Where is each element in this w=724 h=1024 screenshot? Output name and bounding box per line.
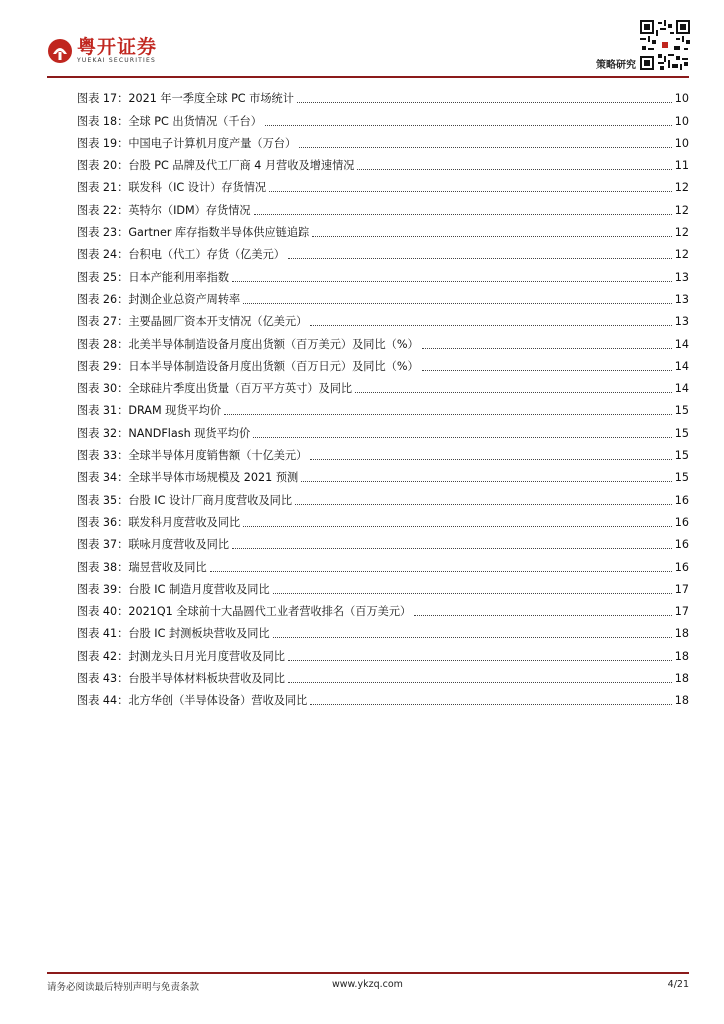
toc-entry-label: 图表 27：主要晶圆厂资本开支情况（亿美元） <box>77 315 308 329</box>
toc-entry[interactable] <box>77 619 689 641</box>
toc-entry-label: 图表 40：2021Q1 全球前十大晶圆代工业者营收排名（百万美元） <box>77 605 412 619</box>
toc-entry-label: 图表 28：北美半导体制造设备月度出货额（百万美元）及同比（%） <box>77 337 419 351</box>
toc-entry-label: 图表 18：全球 PC 出货情况（千台） <box>77 114 262 128</box>
toc-entry[interactable] <box>77 329 689 351</box>
toc-entry-page: 18 <box>674 694 689 708</box>
toc-dot-leader <box>224 414 672 415</box>
toc-entry-page: 16 <box>674 538 689 552</box>
toc-entry-page: 14 <box>674 382 689 396</box>
toc-entry[interactable] <box>77 686 689 708</box>
report-type-label: 策略研究 <box>596 60 636 71</box>
toc-dot-leader <box>232 281 672 282</box>
toc-dot-leader <box>273 637 672 638</box>
toc-entry-page: 15 <box>674 471 689 485</box>
toc-entry-label: 图表 17：2021 年一季度全球 PC 市场统计 <box>77 92 294 106</box>
toc-entry-label: 图表 37：联咏月度营收及同比 <box>77 538 230 552</box>
toc-entry[interactable] <box>77 173 689 195</box>
toc-dot-leader <box>422 370 672 371</box>
toc-entry[interactable] <box>77 641 689 663</box>
toc-entry[interactable] <box>77 151 689 173</box>
toc-dot-leader <box>295 504 672 505</box>
toc-entry-page: 16 <box>674 493 689 507</box>
toc-dot-leader <box>288 258 672 259</box>
toc-entry[interactable] <box>77 597 689 619</box>
toc-entry-page: 11 <box>674 159 689 173</box>
toc-entry-page: 18 <box>674 649 689 663</box>
toc-entry-page: 16 <box>674 560 689 574</box>
toc-entry[interactable] <box>77 374 689 396</box>
toc-entry[interactable] <box>77 352 689 374</box>
toc-entry-label: 图表 39：台股 IC 制造月度营收及同比 <box>77 582 270 596</box>
toc-dot-leader <box>288 682 672 683</box>
toc-entry-page: 10 <box>674 92 689 106</box>
toc-dot-leader <box>310 325 671 326</box>
toc-entry-page: 10 <box>674 136 689 150</box>
toc-dot-leader <box>265 125 672 126</box>
toc-entry-label: 图表 43：台股半导体材料板块营收及同比 <box>77 672 285 686</box>
toc-entry-label: 图表 26：封测企业总资产周转率 <box>77 292 241 306</box>
toc-entry-page: 13 <box>674 270 689 284</box>
toc-entry-label: 图表 32：NANDFlash 现货平均价 <box>77 426 251 440</box>
toc-entry-label: 图表 44：北方华创（半导体设备）营收及同比 <box>77 694 308 708</box>
toc-entry-page: 13 <box>674 292 689 306</box>
toc-dot-leader <box>357 169 671 170</box>
toc-entry-page: 10 <box>674 114 689 128</box>
toc-entry-page: 18 <box>674 672 689 686</box>
toc-dot-leader <box>422 348 672 349</box>
toc-dot-leader <box>232 548 672 549</box>
toc-entry[interactable] <box>77 396 689 418</box>
toc-dot-leader <box>254 214 672 215</box>
toc-entry-page: 12 <box>674 203 689 217</box>
page-header <box>0 0 724 80</box>
footer-divider <box>47 972 689 974</box>
toc-entry[interactable] <box>77 441 689 463</box>
toc-entry-label: 图表 20：台股 PC 品牌及代工厂商 4 月营收及增速情况 <box>77 159 355 173</box>
toc-entry[interactable] <box>77 485 689 507</box>
toc-entry[interactable] <box>77 84 689 106</box>
toc-dot-leader <box>243 303 672 304</box>
toc-entry-label: 图表 23：Gartner 库存指数半导体供应链追踪 <box>77 226 310 240</box>
toc-dot-leader <box>355 392 672 393</box>
toc-entry-label: 图表 22：英特尔（IDM）存货情况 <box>77 203 251 217</box>
toc-entry[interactable] <box>77 307 689 329</box>
toc-entry[interactable] <box>77 664 689 686</box>
toc-entry-page: 12 <box>674 226 689 240</box>
toc-entry[interactable] <box>77 106 689 128</box>
brand-logo-text <box>77 37 157 65</box>
toc-entry-page: 15 <box>674 449 689 463</box>
toc-entry-label: 图表 33：全球半导体月度销售额（十亿美元） <box>77 449 308 463</box>
brand-name-en: YUEKAI SECURITIES <box>77 57 157 64</box>
toc-dot-leader <box>273 593 672 594</box>
toc-entry[interactable] <box>77 240 689 262</box>
toc-dot-leader <box>301 481 672 482</box>
toc-dot-leader <box>269 191 672 192</box>
toc-entry-label: 图表 24：台积电（代工）存货（亿美元） <box>77 248 285 262</box>
toc-entry-label: 图表 19：中国电子计算机月度产量（万台） <box>77 136 297 150</box>
toc-dot-leader <box>299 147 672 148</box>
toc-dot-leader <box>312 236 672 237</box>
toc-entry[interactable] <box>77 285 689 307</box>
toc-entry-page: 13 <box>674 315 689 329</box>
toc-entry[interactable] <box>77 418 689 440</box>
toc-entry-page: 14 <box>674 337 689 351</box>
toc-entry-page: 16 <box>674 515 689 529</box>
footer-disclaimer: 请务必阅读最后特别声明与免责条款 <box>47 982 200 993</box>
toc-entry[interactable] <box>77 575 689 597</box>
brand-logo <box>47 37 157 65</box>
toc-entry-label: 图表 34：全球半导体市场规模及 2021 预测 <box>77 471 299 485</box>
toc-entry-label: 图表 35：台股 IC 设计厂商月度营收及同比 <box>77 493 293 507</box>
toc-entry-page: 12 <box>674 181 689 195</box>
toc-dot-leader <box>310 704 671 705</box>
toc-entry-label: 图表 41：台股 IC 封测板块营收及同比 <box>77 627 270 641</box>
figure-list <box>77 84 689 708</box>
brand-logo-icon <box>47 38 73 64</box>
toc-entry-label: 图表 31：DRAM 现货平均价 <box>77 404 222 418</box>
footer-page-number: 4/21 <box>667 979 689 990</box>
header-divider <box>47 76 689 78</box>
toc-entry[interactable] <box>77 552 689 574</box>
toc-entry-label: 图表 42：封测龙头日月光月度营收及同比 <box>77 649 285 663</box>
toc-entry-page: 15 <box>674 426 689 440</box>
toc-dot-leader <box>210 571 672 572</box>
toc-dot-leader <box>414 615 672 616</box>
toc-entry[interactable] <box>77 129 689 151</box>
toc-entry-label: 图表 38：瑞昱营收及同比 <box>77 560 207 574</box>
toc-entry[interactable] <box>77 530 689 552</box>
toc-entry-label: 图表 29：日本半导体制造设备月度出货额（百万日元）及同比（%） <box>77 359 419 373</box>
toc-entry-page: 17 <box>674 582 689 596</box>
toc-entry[interactable] <box>77 463 689 485</box>
brand-name-cn: 粤开证券 <box>77 36 158 58</box>
toc-entry[interactable] <box>77 262 689 284</box>
toc-dot-leader <box>310 459 671 460</box>
qr-code-icon <box>640 20 690 70</box>
toc-entry-label: 图表 36：联发科月度营收及同比 <box>77 515 241 529</box>
toc-dot-leader <box>243 526 672 527</box>
toc-entry[interactable] <box>77 508 689 530</box>
toc-entry-label: 图表 30：全球硅片季度出货量（百万平方英寸）及同比 <box>77 382 353 396</box>
toc-entry-page: 15 <box>674 404 689 418</box>
toc-dot-leader <box>297 102 672 103</box>
toc-entry-page: 17 <box>674 605 689 619</box>
footer-website: www.ykzq.com <box>332 979 403 990</box>
toc-dot-leader <box>288 660 672 661</box>
toc-entry[interactable] <box>77 195 689 217</box>
toc-entry-page: 18 <box>674 627 689 641</box>
toc-dot-leader <box>253 437 672 438</box>
toc-entry-label: 图表 25：日本产能利用率指数 <box>77 270 230 284</box>
toc-entry-page: 12 <box>674 248 689 262</box>
toc-entry-page: 14 <box>674 359 689 373</box>
toc-entry-label: 图表 21：联发科（IC 设计）存货情况 <box>77 181 267 195</box>
toc-entry[interactable] <box>77 218 689 240</box>
